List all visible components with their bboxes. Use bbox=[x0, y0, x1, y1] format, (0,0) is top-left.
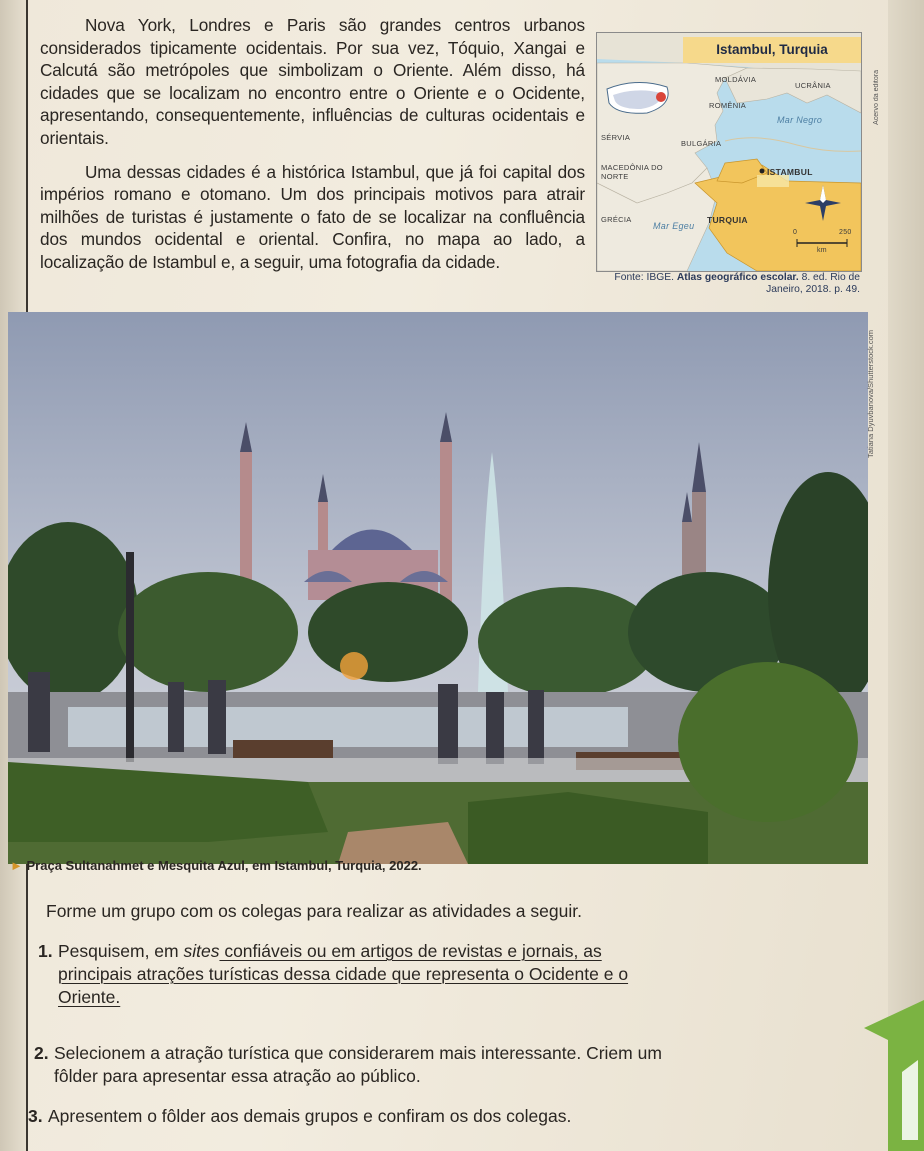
istanbul-map bbox=[596, 32, 862, 272]
page-right-edge bbox=[888, 0, 924, 1151]
activity-text-pre: Pesquisem, em bbox=[58, 941, 184, 961]
intro-paragraph-2: Uma dessas cidades é a histórica Istambul, que já foi capital dos impérios romano e otomano. Um dos principais motivos para atrair milhões de turistas é justamente o fato de se localizar na confluência dos mundos ocidental e oriental. Confira, no mapa ao lado, a localização de Istambul e, a seguir, uma fotografia da cidade. bbox=[40, 161, 585, 272]
intro-paragraph-1: Nova York, Londres e Paris são grandes centros urbanos considerados tipicamente ocidentais. Por sua vez, Tóquio, Xangai e Calcutá são metrópoles que simbolizam o Oriente. Além disso, há cidades que se localizam no encontro entre o Oriente e o Ocidente, apresentando, consequentemente, influências de culturas ocidentais e orientais. bbox=[40, 15, 585, 148]
map-label-turquia: TURQUIA bbox=[707, 215, 748, 225]
photo-caption bbox=[10, 858, 422, 873]
map-scale-value: 250 bbox=[839, 229, 852, 236]
photo-graphic bbox=[8, 312, 868, 864]
section-arrow-icon bbox=[858, 1000, 924, 1151]
map-label-istambul: ISTAMBUL bbox=[767, 167, 813, 177]
istanbul-photo bbox=[8, 312, 868, 864]
source-prefix: Fonte: IBGE. bbox=[614, 272, 674, 283]
activity-text: Apresentem o fôlder aos demais grupos e confiram os dos colegas. bbox=[48, 1106, 572, 1126]
map-credit: Acervo da editora bbox=[873, 70, 880, 125]
activity-number: 3. bbox=[28, 1106, 43, 1126]
activity-number: 1. bbox=[38, 941, 53, 961]
activity-item-1 bbox=[38, 940, 678, 1009]
intro-text bbox=[40, 14, 585, 274]
map-graphic bbox=[597, 33, 861, 271]
activities-lead: Forme um grupo com os colegas para realizar as atividades a seguir. bbox=[46, 901, 582, 921]
activity-number: 2. bbox=[34, 1043, 49, 1063]
map-source bbox=[600, 272, 860, 296]
source-details: 8. ed. Rio de Janeiro, 2018. p. 49. bbox=[766, 272, 860, 295]
source-title: Atlas geográfico escolar. bbox=[676, 272, 799, 283]
map-label-romenia: ROMÊNIA bbox=[709, 101, 747, 110]
activity-item-3 bbox=[28, 1105, 668, 1128]
caption-text: Praça Sultanahmet e Mesquita Azul, em Istambul, Turquia, 2022. bbox=[26, 858, 422, 873]
map-label-macedonia: MACEDÔNIA DO NORTE bbox=[601, 163, 663, 181]
map-scale-zero: 0 bbox=[793, 229, 798, 236]
caption-marker-icon: ► bbox=[10, 858, 23, 873]
map-title: Istambul, Turquia bbox=[683, 37, 861, 63]
map-label-bulgaria: BULGÁRIA bbox=[681, 139, 722, 148]
photo-credit: Tatiana Dyuvbanova/Shutterstock.com bbox=[866, 330, 875, 458]
activity-item-2 bbox=[34, 1042, 674, 1088]
map-label-servia: SÉRVIA bbox=[601, 133, 631, 142]
map-label-ucrania: UCRÂNIA bbox=[795, 81, 831, 90]
activity-text: Selecionem a atração turística que considerarem mais interessante. Criem um fôlder para apresentar essa atração ao público. bbox=[54, 1043, 662, 1086]
map-label-mar-egeu: Mar Egeu bbox=[653, 221, 695, 231]
activity-text: confiáveis ou em artigos de revistas e jornais, as principais atrações turísticas dessa cidade que representa o Ocidente e o Oriente. bbox=[58, 941, 629, 1007]
map-label-moldavia: MOLDÁVIA bbox=[715, 75, 757, 84]
map-scale-unit: km bbox=[817, 247, 827, 254]
map-label-grecia: GRÉCIA bbox=[601, 215, 632, 224]
map-label-mar-negro: Mar Negro bbox=[777, 115, 823, 125]
activity-text-italic: sites bbox=[183, 941, 220, 961]
